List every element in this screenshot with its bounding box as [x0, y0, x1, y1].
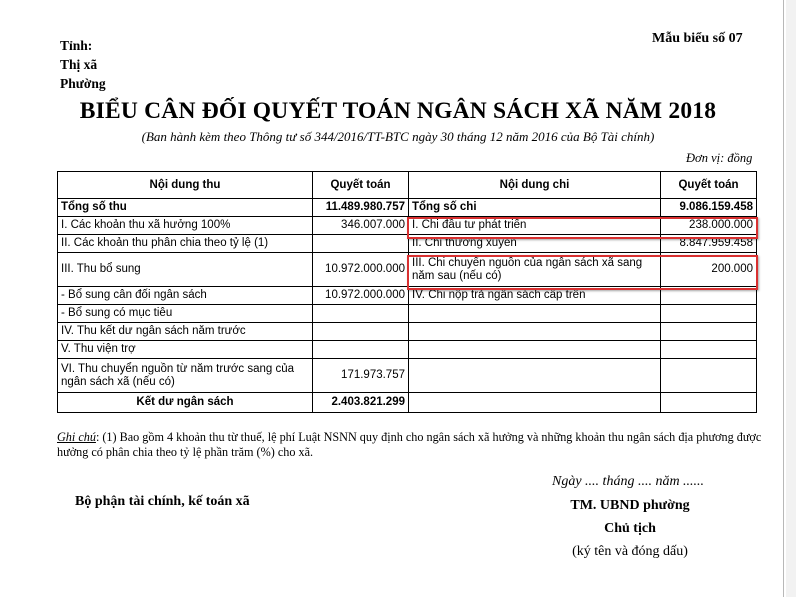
cell-chi: Tổng số chi	[409, 199, 661, 217]
unit-label: Đơn vị: đồng	[686, 151, 753, 165]
cell-thu-value: 11.489.980.757	[313, 199, 409, 217]
cell-thu: Tổng số thu	[58, 199, 313, 217]
cell-thu-value	[313, 305, 409, 323]
cell-thu: I. Các khoản thu xã hưởng 100%	[58, 217, 313, 235]
table-row	[58, 393, 757, 413]
cell-chi-value	[661, 323, 757, 341]
cell-thu: V. Thu viện trợ	[58, 341, 313, 359]
phuong-label: Phường	[60, 76, 106, 91]
footnote-label: Ghi chú	[57, 430, 96, 444]
cell-chi-value: 8.847.959.458	[661, 235, 757, 253]
cell-chi: IV. Chi nộp trả ngân sách cấp trên	[409, 287, 661, 305]
cell-thu-value: 2.403.821.299	[313, 393, 409, 413]
cell-chi	[409, 305, 661, 323]
cell-chi: II. Chi thường xuyên	[409, 235, 661, 253]
cell-thu: - Bổ sung có mục tiêu	[58, 305, 313, 323]
cell-chi	[409, 359, 661, 393]
footnote	[57, 430, 762, 460]
table-row	[58, 341, 757, 359]
cell-chi-value	[661, 393, 757, 413]
cell-chi: III. Chi chuyển nguồn của ngân sách xã sang năm sau (nếu có)	[409, 253, 661, 287]
cell-thu-value	[313, 235, 409, 253]
table-row	[58, 323, 757, 341]
header-chi-content: Nội dung chi	[409, 172, 661, 199]
cell-chi-value	[661, 305, 757, 323]
page-edge-line	[783, 0, 784, 597]
cell-thu: VI. Thu chuyển nguồn từ năm trước sang của ngân sách xã (nếu có)	[58, 359, 313, 393]
cell-chi: I. Chi đầu tư phát triển	[409, 217, 661, 235]
header-thu-settlement: Quyết toán	[313, 172, 409, 199]
cell-thu: - Bổ sung cân đối ngân sách	[58, 287, 313, 305]
header-chi-settlement: Quyết toán	[661, 172, 757, 199]
cell-thu-value: 10.972.000.000	[313, 253, 409, 287]
table-row	[58, 359, 757, 393]
table-row	[58, 253, 757, 287]
cell-chi	[409, 341, 661, 359]
footnote-text: : (1) Bao gồm 4 khoản thu từ thuế, lệ phí Luật NSNN quy định cho ngân sách xã hưởng và những khoản thu ngân sách địa phương được hưởng có phân chia theo tỷ lệ phần trăm (%) cho xã.	[57, 430, 762, 459]
cell-chi	[409, 323, 661, 341]
cell-chi	[409, 393, 661, 413]
cell-thu: III. Thu bổ sung	[58, 253, 313, 287]
header-thu-content: Nội dung thu	[58, 172, 313, 199]
table-row	[58, 235, 757, 253]
page-title: BIỂU CÂN ĐỐI QUYẾT TOÁN NGÂN SÁCH XÃ NĂM 2018	[79, 98, 717, 124]
budget-table	[57, 171, 757, 413]
cell-chi-value: 9.086.159.458	[661, 199, 757, 217]
date-line: Ngày .... tháng .... năm ......	[552, 474, 705, 489]
location-header	[60, 36, 106, 93]
cell-thu-value: 171.973.757	[313, 359, 409, 393]
cell-thu-value: 346.007.000	[313, 217, 409, 235]
cell-chi-value: 200.000	[661, 253, 757, 287]
table-header-row	[58, 172, 757, 199]
thi-xa-label: Thị xã	[60, 57, 98, 72]
cell-thu-value	[313, 341, 409, 359]
page-edge-shade	[786, 0, 796, 597]
signature-title: Chủ tịch	[604, 521, 656, 536]
cell-chi-value	[661, 341, 757, 359]
table-row	[58, 217, 757, 235]
tinh-label: Tỉnh:	[60, 38, 93, 53]
table-row	[58, 305, 757, 323]
cell-thu-value	[313, 323, 409, 341]
cell-thu: II. Các khoản thu phân chia theo tỷ lệ (1)	[58, 235, 313, 253]
signature-left-title: Bộ phận tài chính, kế toán xã	[75, 494, 250, 509]
cell-chi-value	[661, 287, 757, 305]
signature-org: TM. UBND phường	[570, 498, 690, 513]
cell-thu: IV. Thu kết dư ngân sách năm trước	[58, 323, 313, 341]
cell-chi-value	[661, 359, 757, 393]
signature-note: (ký tên và đóng dấu)	[572, 544, 688, 559]
cell-thu: Kết dư ngân sách	[58, 393, 313, 413]
table-row	[58, 287, 757, 305]
table-row	[58, 199, 757, 217]
signature-right	[530, 494, 730, 563]
page-subtitle: (Ban hành kèm theo Thông tư số 344/2016/TT-BTC ngày 30 tháng 12 năm 2016 của Bộ Tài chính)	[141, 129, 655, 144]
cell-chi-value: 238.000.000	[661, 217, 757, 235]
form-number: Mẫu biểu số 07	[652, 31, 743, 46]
cell-thu-value: 10.972.000.000	[313, 287, 409, 305]
